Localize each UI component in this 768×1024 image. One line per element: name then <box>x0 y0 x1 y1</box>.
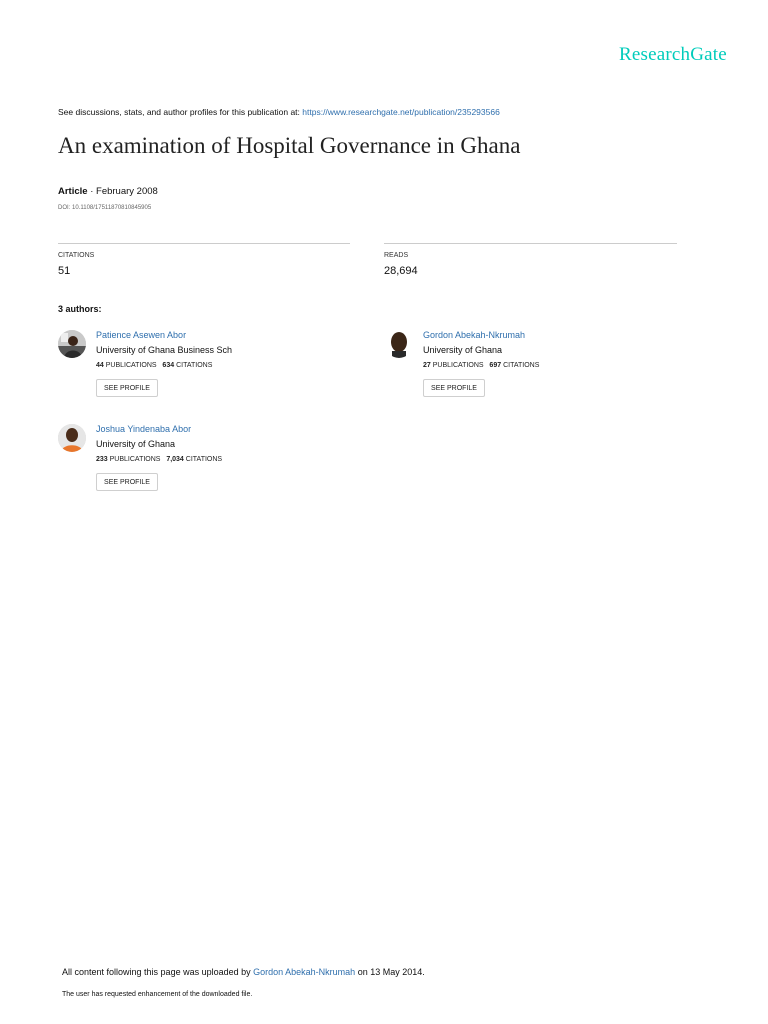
citations-count: 634 <box>162 362 175 369</box>
discussions-prefix: See discussions, stats, and author profiles for this publication at: <box>58 107 303 117</box>
author-name-link[interactable]: Gordon Abekah-Nkrumah <box>423 330 526 340</box>
article-date: · February 2008 <box>87 186 158 197</box>
author-name-link[interactable]: Joshua Yindenaba Abor <box>96 424 192 434</box>
author-card <box>58 330 358 410</box>
citations-label: CITATIONS <box>185 456 223 463</box>
author-stats <box>96 456 222 463</box>
avatar[interactable] <box>58 424 86 452</box>
reads-value: 28,694 <box>384 265 418 277</box>
divider-reads <box>384 243 677 244</box>
publication-link[interactable]: https://www.researchgate.net/publication/235293566 <box>302 107 500 117</box>
see-profile-button[interactable]: SEE PROFILE <box>423 379 485 397</box>
discussions-line <box>58 107 500 117</box>
citations-value: 51 <box>58 265 71 277</box>
author-institution: University of Ghana Business Sch <box>96 345 233 355</box>
author-institution: University of Ghana <box>423 345 503 355</box>
authors-heading: 3 authors: <box>58 304 102 314</box>
article-type: Article <box>58 186 88 197</box>
citations-label: CITATIONS <box>503 362 540 369</box>
person-photo-icon <box>385 330 413 358</box>
author-stats <box>423 362 539 369</box>
see-profile-button[interactable]: SEE PROFILE <box>96 473 158 491</box>
author-card <box>385 330 685 410</box>
citations-count: 697 <box>489 362 502 369</box>
upload-note <box>62 967 425 977</box>
author-stats <box>96 362 212 369</box>
publications-label: PUBLICATIONS <box>105 362 157 369</box>
avatar[interactable] <box>385 330 413 358</box>
paper-title: An examination of Hospital Governance in Ghana <box>58 133 521 158</box>
publications-count: 27 <box>423 362 431 369</box>
uploader-link[interactable]: Gordon Abekah-Nkrumah <box>253 967 356 977</box>
publications-label: PUBLICATIONS <box>109 456 161 463</box>
avatar[interactable] <box>58 330 86 358</box>
publications-count: 44 <box>96 362 104 369</box>
upload-suffix: on 13 May 2014. <box>355 967 425 977</box>
enhancement-note: The user has requested enhancement of the downloaded file. <box>62 991 253 998</box>
reads-label: READS <box>384 252 409 259</box>
person-photo-icon <box>58 330 86 358</box>
citations-count: 7,034 <box>166 456 184 463</box>
author-institution: University of Ghana <box>96 439 176 449</box>
publications-label: PUBLICATIONS <box>432 362 484 369</box>
divider-citations <box>58 243 350 244</box>
author-name-link[interactable]: Patience Asewen Abor <box>96 330 187 340</box>
article-meta <box>58 186 158 197</box>
author-card <box>58 424 358 504</box>
citations-label: CITATIONS <box>176 362 213 369</box>
person-photo-icon <box>58 424 86 452</box>
upload-prefix: All content following this page was uploaded by <box>62 967 254 977</box>
see-profile-button[interactable]: SEE PROFILE <box>96 379 158 397</box>
citations-label: CITATIONS <box>58 252 95 259</box>
doi: DOI: 10.1108/17511870810845905 <box>58 205 152 211</box>
publications-count: 233 <box>96 456 108 463</box>
researchgate-logo[interactable]: ResearchGate <box>619 44 727 65</box>
